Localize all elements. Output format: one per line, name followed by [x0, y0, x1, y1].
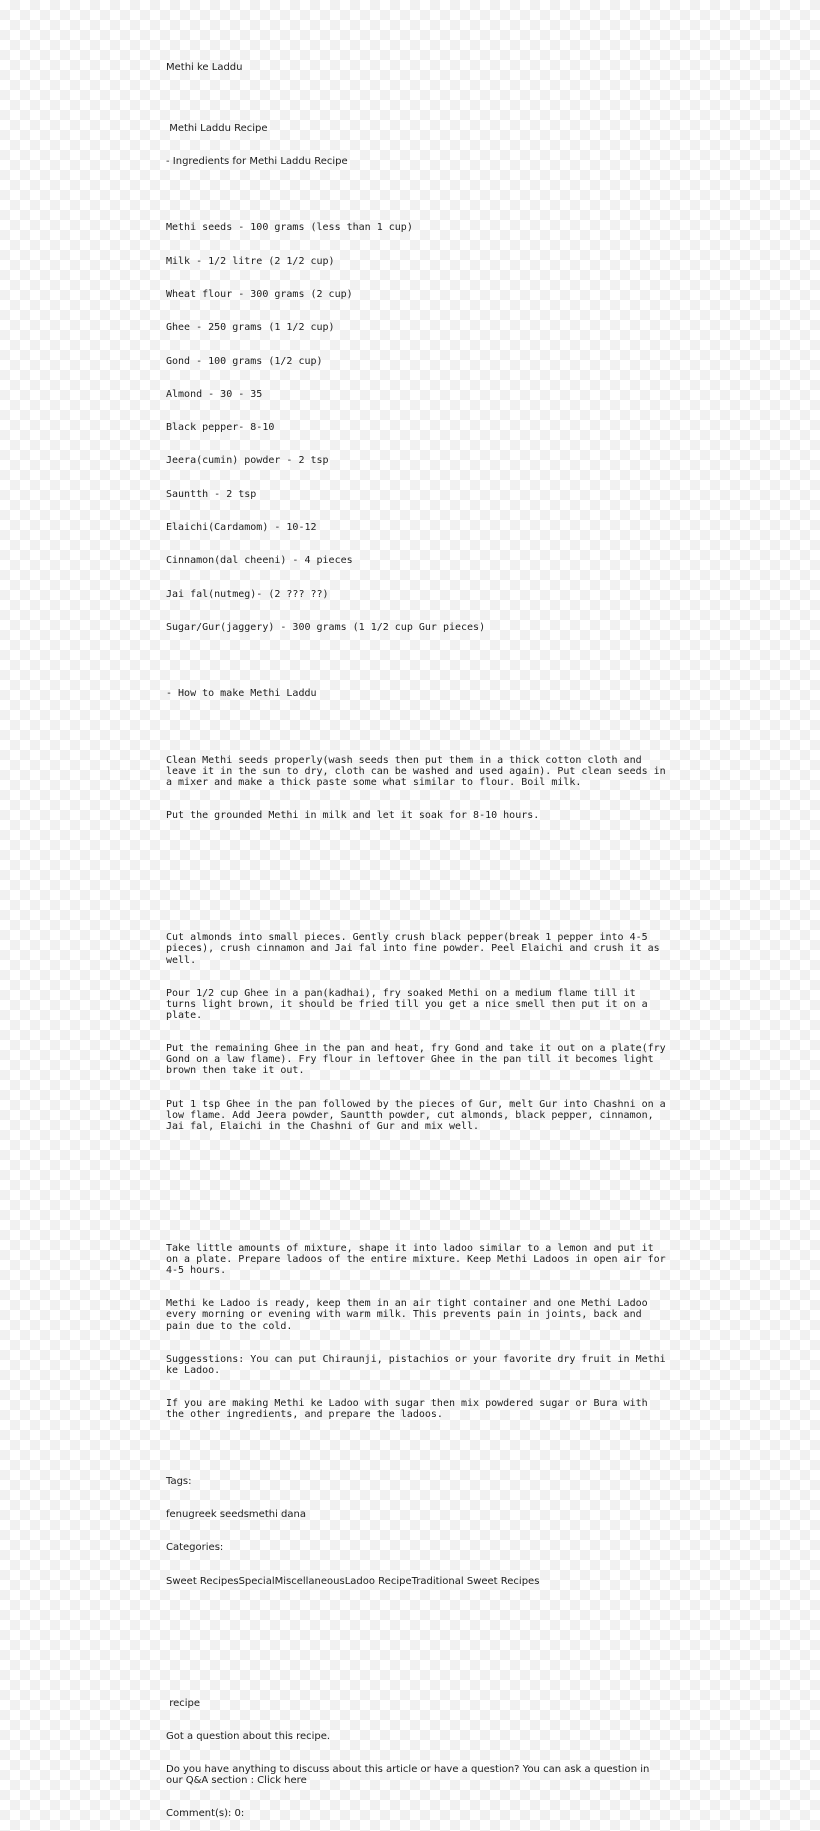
- ingredient-item: Wheat flour - 300 grams (2 cup): [166, 288, 353, 300]
- method-step: Put the remaining Ghee in the pan and heat, fry Gond and take it out on a plate(fry Gond on a law flame). Fry flour in leftover Ghee in the pan till it becomes light brown then take it out.: [166, 1043, 672, 1077]
- ask-question-link[interactable]: Do you have anything to discuss about this article or have a question? You can ask a question in our Q&A section : Click here: [166, 1764, 653, 1787]
- method-step: If you are making Methi ke Ladoo with sugar then mix powdered sugar or Bura with the other ingredients, and prepare the ladoos.: [166, 1398, 654, 1421]
- ingredient-item: Methi seeds - 100 grams (less than 1 cup): [166, 222, 413, 234]
- method-step: Cut almonds into small pieces. Gently crush black pepper(break 1 pepper into 4-5 pieces), crush cinnamon and Jai fal into fine powder. Peel Elaichi and crush it as well.: [166, 932, 666, 966]
- ingredient-item: Milk - 1/2 litre (2 1/2 cup): [166, 255, 335, 267]
- ingredient-item: Ghee - 250 grams (1 1/2 cup): [166, 322, 335, 334]
- ingredients-list: [166, 200, 666, 655]
- method-step: Put 1 tsp Ghee in the pan followed by the pieces of Gur, melt Gur into Chashni on a low flame. Add Jeera powder, Sauntth powder, cut almonds, black pepper, cinnamon, Jai fal, Elaichi in the Chashni of Gur and mix well.: [166, 1098, 672, 1132]
- method-step: Take little amounts of mixture, shape it into ladoo similar to a lemon and put it on a plate. Prepare ladoos of the entire mixture. Keep Methi Ladoos in open air for 4-5 hours.: [166, 1242, 672, 1277]
- method-step: Clean Methi seeds properly(wash seeds then put them in a thick cotton cloth and leave it in the sun to dry, cloth can be washed and used again). Put clean seeds in a mixer and make a thick paste some what similar to flour. Boil milk.: [166, 754, 672, 789]
- recipe-heading: Methi Laddu Recipe: [166, 122, 268, 134]
- method-heading: - How to make Methi Laddu: [166, 688, 317, 700]
- recipe-page: [166, 40, 672, 1831]
- ingredient-item: Jai fal(nutmeg)- (2 ??? ??): [166, 588, 329, 600]
- ingredient-item: Sauntth - 2 tsp: [166, 488, 257, 500]
- method-step: Suggesstions: You can put Chiraunji, pistachios or your favorite dry fruit in Methi ke Ladoo.: [166, 1353, 672, 1376]
- paragraph-gap: [166, 1653, 666, 1664]
- ingredient-item: Gond - 100 grams (1/2 cup): [166, 355, 323, 367]
- footer-recipe-label: recipe: [166, 1697, 201, 1709]
- method-step: Methi ke Ladoo is ready, keep them in an air tight container and one Methi Ladoo every morning or evening with warm milk. This prevents pain in joints, back and pain due to the cold.: [166, 1298, 654, 1332]
- categories-label: Categories:: [166, 1542, 224, 1554]
- ingredient-item: Black pepper- 8-10: [166, 422, 275, 434]
- paragraph-gap: [166, 1176, 666, 1187]
- ingredient-item: Almond - 30 - 35: [166, 388, 263, 400]
- paragraph-gap: [166, 866, 666, 877]
- ingredient-item: Sugar/Gur(jaggery) - 300 grams (1 1/2 cup Gur pieces): [166, 621, 486, 633]
- method-step: Pour 1/2 cup Ghee in a pan(kadhai), fry soaked Methi on a medium flame till it turns light brown, it should be fried till you get a nice smell then put it on a plate.: [166, 987, 654, 1021]
- ingredient-item: Jeera(cumin) powder - 2 tsp: [166, 455, 329, 467]
- categories-link[interactable]: Sweet RecipesSpecialMiscellaneousLadoo RecipeTraditional Sweet Recipes: [166, 1575, 540, 1587]
- method-step-group: [166, 1221, 672, 1443]
- ingredients-heading: - Ingredients for Methi Laddu Recipe: [166, 155, 348, 167]
- method-step-group: [166, 910, 672, 1154]
- paragraph-gap: [166, 1620, 666, 1631]
- method-step-group: [166, 733, 672, 844]
- method-step: Put the grounded Methi in milk and let it soak for 8-10 hours.: [166, 810, 540, 822]
- tags-label: Tags:: [166, 1475, 192, 1487]
- tags-link[interactable]: fenugreek seedsmethi dana: [166, 1509, 306, 1521]
- question-heading: Got a question about this recipe.: [166, 1730, 331, 1742]
- page-title: Methi ke Laddu: [166, 62, 243, 74]
- ingredient-item: Cinnamon(dal cheeni) - 4 pieces: [166, 555, 353, 567]
- ingredient-item: Elaichi(Cardamom) - 10-12: [166, 521, 317, 533]
- comments-count: Comment(s): 0:: [166, 1808, 245, 1820]
